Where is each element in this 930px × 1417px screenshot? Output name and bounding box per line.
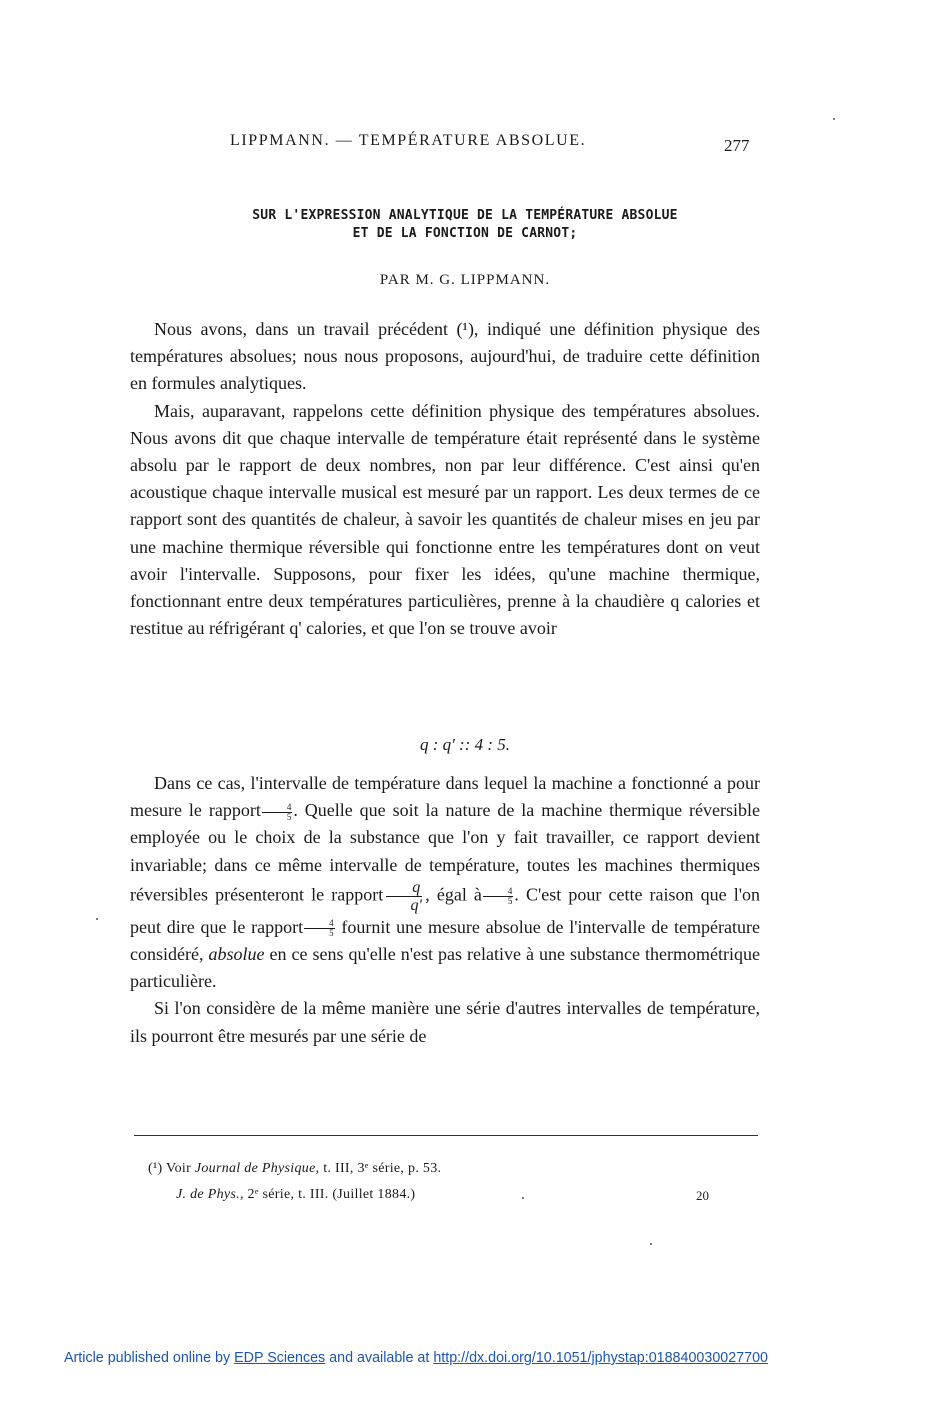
formula-ratio: q : q' :: 4 : 5. xyxy=(419,735,511,754)
print-speck xyxy=(833,118,835,120)
footnote-journal: Journal de Physique, xyxy=(194,1161,320,1176)
sheet-number: 20 xyxy=(696,1188,709,1203)
paragraph-3-part-a: Dans ce cas, l'intervalle de température dans lequel la machine a fonctionné a pour mesure le rapport xyxy=(130,773,760,821)
print-speck xyxy=(96,918,98,920)
paragraph-3-part-e: fournit une mesure absolue de l'intervalle de température considéré, xyxy=(130,916,760,965)
print-speck xyxy=(522,1197,524,1199)
journal-issue: 2ᵉ série, t. III. (Juillet 1884.) xyxy=(243,1187,416,1202)
publisher-link[interactable]: EDP Sciences xyxy=(234,1350,326,1366)
publisher-bar xyxy=(64,1350,768,1366)
fraction-four-fifths-2: $\frac{4}{5}$ xyxy=(483,887,514,906)
footnote-ref: t. III, 3ᵉ série, p. 53. xyxy=(319,1161,442,1176)
paragraph-2: Mais, auparavant, rappelons cette définition physique des températures absolues. Nous avons dit que chaque intervalle de température était représenté dans le système absolu par le rapport de deux nombres, non par leur différence. C'est ainsi qu'en acoustique chaque intervalle musical est mesuré par un rapport. Les deux termes de ce rapport sont des quantités de chaleur, à savoir les quantités de chaleur mises en jeu par une machine thermique réversible qui fonctionne entre les températures dont on veut avoir l'intervalle. Supposons, pour fixer les idées, qu'une machine thermique, fonctionnant entre deux températures particulières, prenne à la chaudière q calories et restitue au réfrigérant q' calories, et que l'on se trouve avoir xyxy=(130,400,760,639)
print-speck xyxy=(650,1243,652,1245)
paragraph-4: Si l'on considère de la même manière une série d'autres intervalles de température, ils pourront être mesurés par une série de xyxy=(130,998,760,1046)
footnote xyxy=(148,1161,441,1177)
publisher-prefix: Article published online by xyxy=(64,1350,235,1366)
running-head xyxy=(0,132,930,156)
paragraph-1: Nous avons, dans un travail précédent (¹), indiqué une définition physique des températures absolues; nous nous proposons, aujourd'hui, de traduire cette définition en formules analytiques. xyxy=(130,319,760,394)
paragraph-3-part-c: , égal à xyxy=(425,884,482,905)
article-title-line-2: ET DE LA FONCTION DE CARNOT; xyxy=(352,226,578,241)
paragraph-3 xyxy=(130,770,760,995)
publisher-middle: and available at xyxy=(325,1350,434,1366)
body-text-upper xyxy=(130,316,760,642)
fraction-q-over-q-prime: $\frac{q}{q'}$ xyxy=(386,879,422,914)
body-text-lower xyxy=(130,770,760,1050)
footnote-lead: (¹) Voir xyxy=(148,1161,195,1176)
paragraph-3-part-f: en ce sens qu'elle n'est pas relative à une substance thermométrique particulière. xyxy=(130,944,761,992)
paragraph-3-part-b: . Quelle que soit la nature de la machine thermique réversible employée ou le choix de la substance que l'on y fait travailler, ce rapport devient invariable; dans ce même intervalle de température, toutes les machines thermiques réversibles présenteront le rapport xyxy=(130,800,761,905)
doi-link[interactable]: http://dx.doi.org/10.1051/jphystap:018840030027700 xyxy=(433,1350,768,1366)
journal-abbreviation: J. de Phys., xyxy=(176,1187,244,1202)
page-number: 277 xyxy=(724,136,750,155)
article-title-line-1: SUR L'EXPRESSION ANALYTIQUE DE LA TEMPÉRATURE ABSOLUE xyxy=(252,208,678,223)
paragraph-3-part-d: . C'est pour cette raison que l'on peut dire que le rapport xyxy=(130,884,761,937)
article-title xyxy=(0,207,930,243)
running-title: LIPPMANN. — TEMPÉRATURE ABSOLUE. xyxy=(230,132,587,149)
fraction-four-fifths: $\frac{4}{5}$ xyxy=(262,803,293,822)
fraction-four-fifths-3: $\frac{4}{5}$ xyxy=(304,919,335,938)
footnote-rule xyxy=(134,1135,758,1136)
emphasis-absolue: absolue xyxy=(208,944,265,965)
author-byline: PAR M. G. LIPPMANN. xyxy=(379,272,551,288)
journal-reference-line xyxy=(176,1187,415,1203)
